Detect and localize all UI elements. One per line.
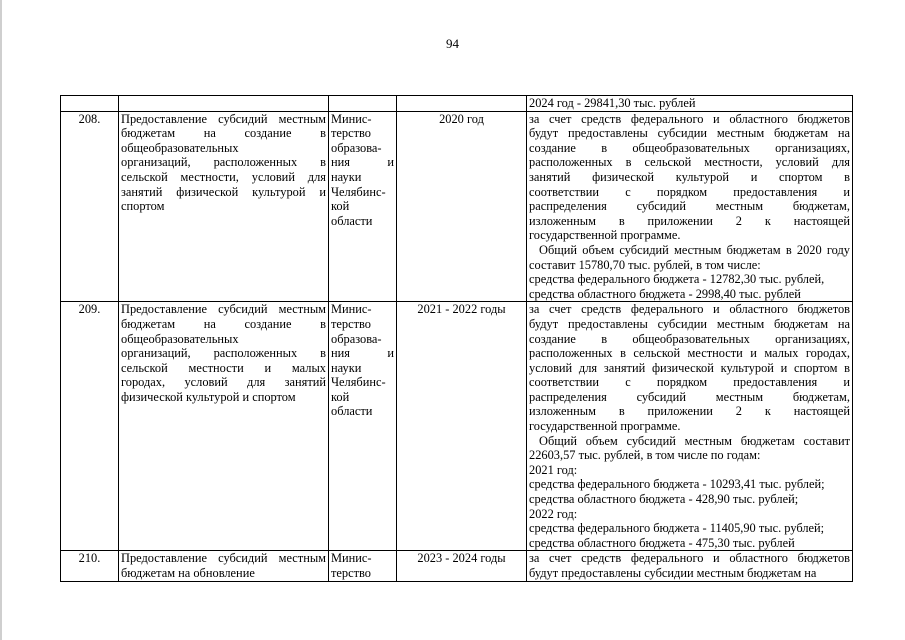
- program-measures-table: [60, 95, 853, 582]
- measure-name-line: спортом: [121, 199, 165, 214]
- measure-name-cell: [119, 96, 329, 112]
- description-line: 2021 год:: [529, 462, 578, 477]
- page-number: 94: [446, 36, 459, 51]
- executor-cell: [329, 96, 397, 112]
- measure-name-line: бюджетам на создание в: [121, 126, 326, 141]
- executor-line: области: [331, 404, 373, 419]
- description-line: создание в общеобразовательных организациях,: [529, 140, 850, 155]
- page-left-edge: [0, 0, 2, 640]
- description-line: 22603,57 тыс. рублей, в том числе по годам:: [529, 448, 761, 463]
- measure-name-line: сельской местности, условий для: [121, 169, 326, 184]
- executor-line: науки: [331, 169, 362, 184]
- description-line: будут предоставлены субсидии местным бюджетам на: [529, 566, 817, 580]
- period-cell: 2021 - 2022 годы: [397, 302, 527, 551]
- measure-name-cell: [119, 302, 329, 551]
- description-line: создание в общеобразовательных организациях,: [529, 331, 850, 346]
- description-line: средства областного бюджета - 475,30 тыс. рублей: [529, 535, 795, 550]
- row-number: 208.: [61, 111, 119, 302]
- executor-line: Минис-: [331, 302, 372, 317]
- measure-name-line: организаций, расположенных в: [121, 155, 326, 170]
- measure-name-line: бюджетам на создание в: [121, 316, 326, 331]
- description-line: 2024 год - 29841,30 тыс. рублей: [529, 96, 696, 110]
- measure-name-cell: [119, 551, 329, 581]
- executor-line: ния и: [331, 155, 394, 170]
- description-line: распределения субсидий местным бюджетам,: [529, 389, 850, 404]
- row-number: 210.: [61, 551, 119, 581]
- table-row-continuation: [61, 96, 853, 112]
- description-line: государственной программе.: [529, 228, 681, 243]
- executor-cell: [329, 551, 397, 581]
- executor-cell: [329, 302, 397, 551]
- executor-line: Минис-: [331, 111, 372, 126]
- executor-line: Челябинс-: [331, 184, 386, 199]
- row-number: 209.: [61, 302, 119, 551]
- measure-name-line: сельской местности и малых: [121, 360, 326, 375]
- measure-name-line: общеобразовательных: [121, 331, 239, 346]
- description-line: изложенным в приложении 2 к настоящей: [529, 404, 850, 419]
- measure-name-line: Предоставление субсидий местным: [121, 111, 326, 126]
- description-line: средства областного бюджета - 2998,40 тыс. рублей: [529, 286, 801, 301]
- description-cell: [527, 302, 853, 551]
- measure-name-cell: [119, 111, 329, 302]
- table-row-208: [61, 111, 853, 302]
- description-line: будут предоставлены субсидии местным бюджетам на: [529, 126, 850, 141]
- period-cell: 2023 - 2024 годы: [397, 551, 527, 581]
- row-number: [61, 96, 119, 112]
- executor-line: кой: [331, 199, 350, 214]
- executor-line: терство: [331, 316, 371, 331]
- description-cell: [527, 111, 853, 302]
- description-line: соответствии с порядком предоставления и: [529, 375, 850, 390]
- description-line: будут предоставлены субсидии местным бюджетам на: [529, 316, 850, 331]
- description-cell: [527, 551, 853, 581]
- description-cell: [527, 96, 853, 112]
- executor-line: кой: [331, 389, 350, 404]
- description-line: условий для занятий физической культурой и спортом в: [529, 360, 850, 375]
- executor-line: терство: [331, 566, 371, 580]
- description-line: за счет средств федерального и областного бюджетов: [529, 111, 850, 126]
- description-line: расположенных в сельской местности и малых городах,: [529, 346, 850, 361]
- description-line: государственной программе.: [529, 419, 681, 434]
- measure-name-line: организаций, расположенных в: [121, 346, 326, 361]
- description-line: за счет средств федерального и областного бюджетов: [529, 551, 850, 566]
- description-line: средства областного бюджета - 428,90 тыс. рублей;: [529, 492, 799, 507]
- executor-line: Челябинс-: [331, 375, 386, 390]
- table-row-210: [61, 551, 853, 581]
- measure-name-line: Предоставление субсидий местным: [121, 551, 326, 566]
- measure-name-line: бюджетам на обновление: [121, 566, 255, 580]
- table-row-209: [61, 302, 853, 551]
- executor-line: образова-: [331, 140, 382, 155]
- measure-name-line: занятий физической культурой и: [121, 184, 326, 199]
- description-line: 2022 год:: [529, 506, 578, 521]
- description-line: за счет средств федерального и областного бюджетов: [529, 302, 850, 317]
- executor-line: Минис-: [331, 551, 372, 566]
- description-line: Общий объем субсидий местным бюджетам составит: [539, 433, 850, 448]
- executor-line: образова-: [331, 331, 382, 346]
- executor-line: науки: [331, 360, 362, 375]
- description-line: средства федерального бюджета - 10293,41 тыс. рублей;: [529, 477, 825, 492]
- description-line: Общий объем субсидий местным бюджетам в 2020 году: [539, 242, 850, 257]
- executor-line: терство: [331, 126, 371, 141]
- period-cell: [397, 96, 527, 112]
- description-line: изложенным в приложении 2 к настоящей: [529, 213, 850, 228]
- executor-line: области: [331, 213, 373, 228]
- executor-line: ния и: [331, 346, 394, 361]
- description-line: соответствии с порядком предоставления и: [529, 184, 850, 199]
- description-line: расположенных в сельской местности, условий для: [529, 155, 850, 170]
- description-line: занятий физической культурой и спортом в: [529, 169, 850, 184]
- measure-name-line: Предоставление субсидий местным: [121, 302, 326, 317]
- description-line: средства федерального бюджета - 12782,30 тыс. рублей,: [529, 272, 825, 287]
- measure-name-line: физической культурой и спортом: [121, 389, 296, 404]
- measure-name-line: городах, условий для занятий: [121, 375, 326, 390]
- measure-name-line: общеобразовательных: [121, 140, 239, 155]
- period-cell: 2020 год: [397, 111, 527, 302]
- description-line: составит 15780,70 тыс. рублей, в том числе:: [529, 257, 761, 272]
- executor-cell: [329, 111, 397, 302]
- description-line: средства федерального бюджета - 11405,90 тыс. рублей;: [529, 521, 825, 536]
- description-line: распределения субсидий местным бюджетам,: [529, 199, 850, 214]
